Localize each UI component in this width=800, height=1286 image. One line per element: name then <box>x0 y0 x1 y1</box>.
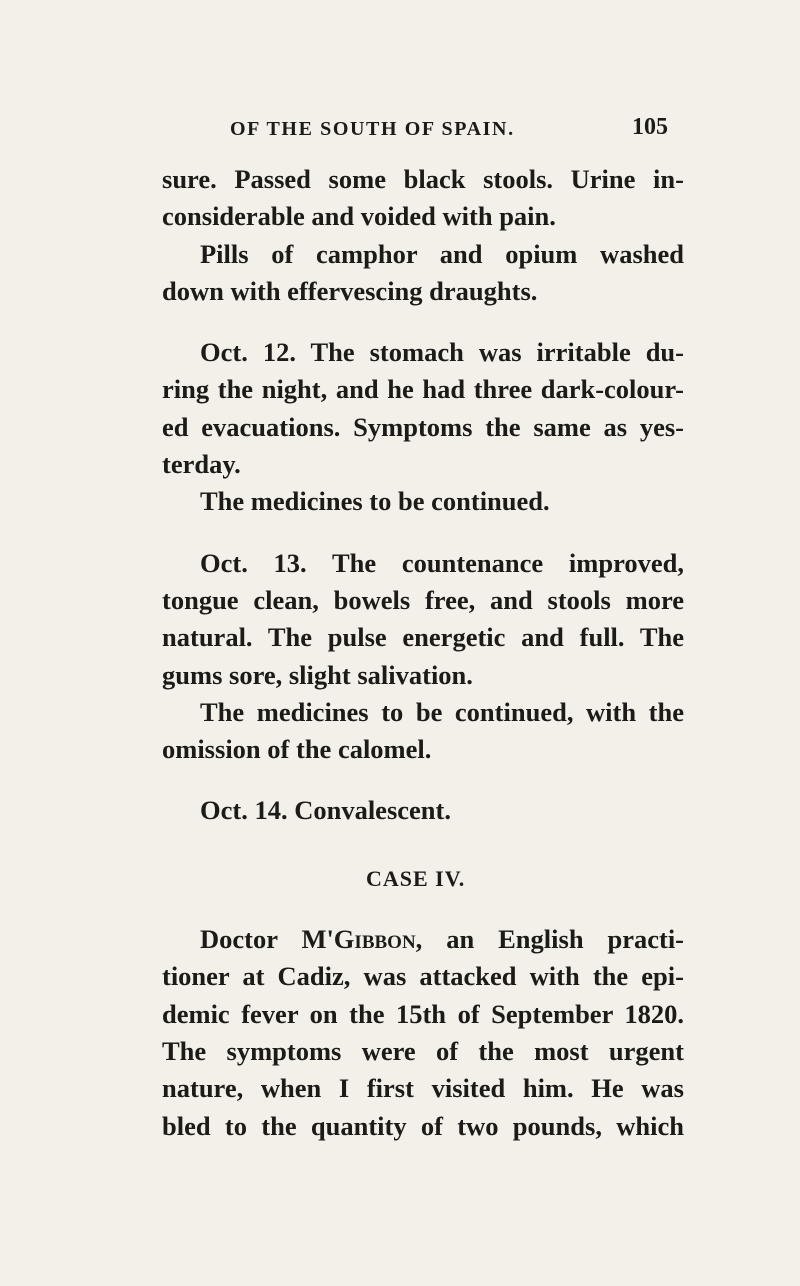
text-line: ed evacuations. Symptoms the same as yes- <box>162 411 684 442</box>
body-text <box>162 161 684 1145</box>
section-gap <box>162 830 684 860</box>
text-line: The medicines to be continued, with the <box>200 696 684 727</box>
text-line: tongue clean, bowels free, and stools more <box>162 584 684 615</box>
case-heading: CASE IV. <box>366 865 466 891</box>
text-line: natural. The pulse energetic and full. The <box>162 622 684 653</box>
text-line: Oct. 14. Convalescent. <box>200 795 451 826</box>
running-head: OF THE SOUTH OF SPAIN. <box>230 118 515 140</box>
text-line: bled to the quantity of two pounds, which <box>162 1110 684 1141</box>
text-line: terday. <box>162 449 241 480</box>
section-gap <box>162 897 684 921</box>
page-number: 105 <box>632 114 668 140</box>
paragraph-gap <box>162 310 684 334</box>
text-line: considerable and voided with pain. <box>162 201 556 232</box>
text-line: Oct. 12. The stomach was irritable du- <box>200 337 684 368</box>
text-line: down with effervescing draughts. <box>162 275 538 306</box>
text-fragment: , an English practi- <box>415 924 685 955</box>
text-line: omission of the calomel. <box>162 734 432 765</box>
text-line: The symptoms were of the most urgent <box>162 1035 684 1066</box>
text-line: Oct. 13. The countenance improved, <box>200 547 684 578</box>
paragraph-gap <box>162 521 684 545</box>
text-line: The medicines to be continued. <box>200 486 550 517</box>
text-line: ring the night, and he had three dark-colour- <box>162 374 684 405</box>
text-fragment: Doctor <box>200 924 302 955</box>
paragraph-gap <box>162 768 684 792</box>
text-line: gums sore, slight salivation. <box>162 659 473 690</box>
text-line: tioner at Cadiz, was attacked with the epi- <box>162 961 684 992</box>
text-line <box>162 921 684 958</box>
text-line: sure. Passed some black stools. Urine in- <box>162 164 684 194</box>
text-line: nature, when I first visited him. He was <box>162 1073 684 1104</box>
text-line: demic fever on the 15th of September 1820. <box>162 998 684 1029</box>
person-name: M'Gibbon <box>301 924 416 955</box>
text-line: Pills of camphor and opium washed <box>200 238 684 269</box>
